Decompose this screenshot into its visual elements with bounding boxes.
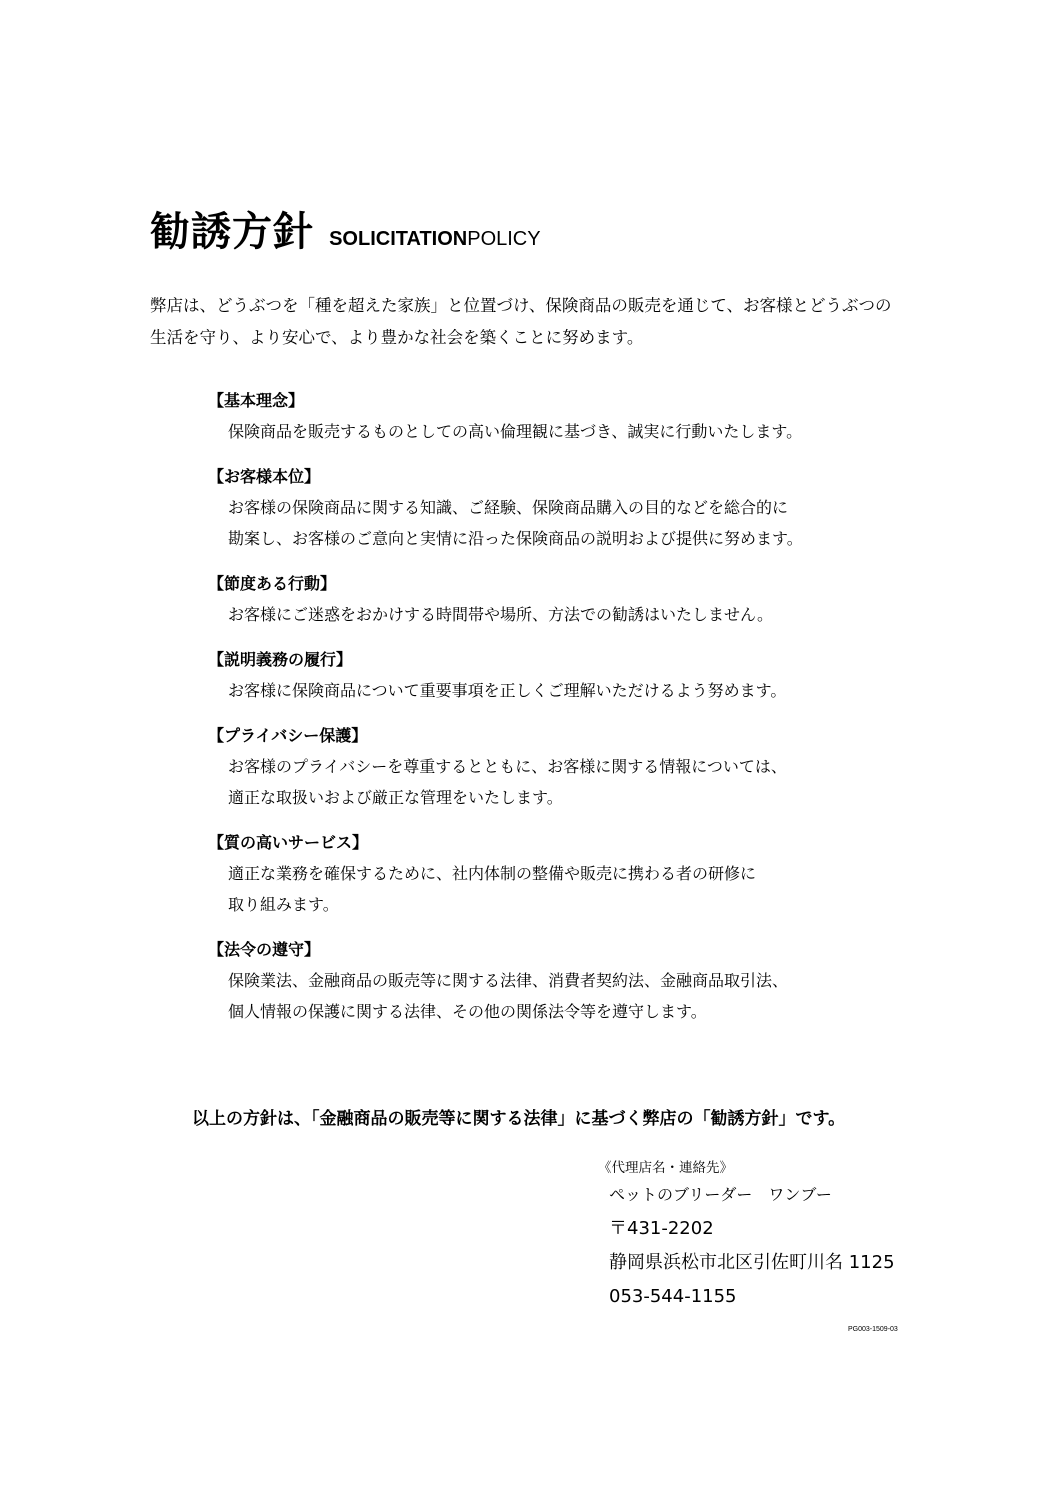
title-english <box>329 228 541 250</box>
section-body <box>208 965 908 1027</box>
section-body <box>208 858 908 920</box>
intro-line: 弊店は、どうぶつを「種を超えた家族」と位置づけ、保険商品の販売を通じて、お客様とどうぶつの <box>150 296 892 315</box>
phone-number: 053-544-1155 <box>609 1286 737 1307</box>
section-line: お客様の保険商品に関する知識、ご経験、保険商品購入の目的などを総合的に <box>228 498 789 517</box>
section-line: 保険商品を販売するものとしての高い倫理観に基づき、誠実に行動いたします。 <box>228 422 803 441</box>
section-moderate-conduct <box>208 569 908 630</box>
section-heading: 【説明義務の履行】 <box>208 650 353 669</box>
page-title <box>150 200 541 257</box>
section-heading: 【節度ある行動】 <box>208 574 337 593</box>
section-line: 勘案し、お客様のご意向と実情に沿った保険商品の説明および提供に努めます。 <box>228 529 803 548</box>
title-english-bold: SOLICITATION <box>329 228 468 250</box>
section-body <box>208 416 908 447</box>
section-body <box>208 492 908 554</box>
section-line: お客様に保険商品について重要事項を正しくご理解いただけるよう努めます。 <box>228 681 787 700</box>
section-heading: 【基本理念】 <box>208 391 305 410</box>
section-customer-first <box>208 462 908 554</box>
section-line: 保険業法、金融商品の販売等に関する法律、消費者契約法、金融商品取引法、 <box>228 971 789 990</box>
address: 静岡県浜松市北区引佐町川名 1125 <box>609 1252 895 1273</box>
closing-statement: 以上の方針は、「金融商品の販売等に関する法律」に基づく弊店の「勧誘方針」です。 <box>192 1109 846 1129</box>
section-line: お客様にご迷惑をおかけする時間帯や場所、方法での勧誘はいたしません。 <box>228 605 773 624</box>
section-body <box>208 675 908 706</box>
policy-sections <box>208 386 908 1042</box>
section-legal-compliance <box>208 935 908 1027</box>
section-body <box>208 599 908 630</box>
intro-line: 生活を守り、より安心で、より豊かな社会を築くことに努めます。 <box>150 328 644 347</box>
section-line: 取り組みます。 <box>228 895 339 914</box>
section-heading: 【お客様本位】 <box>208 467 321 486</box>
title-english-regular: POLICY <box>467 228 541 250</box>
section-explanation-duty <box>208 645 908 706</box>
contact-block <box>598 1158 1018 1314</box>
intro-paragraph <box>150 290 910 354</box>
section-line: 個人情報の保護に関する法律、その他の関係法令等を遵守します。 <box>228 1002 707 1021</box>
agency-name: ペットのブリーダー ワンブー <box>609 1185 832 1204</box>
section-line: 適正な業務を確保するために、社内体制の整備や販売に携わる者の研修に <box>228 864 757 883</box>
title-japanese: 勧誘方針 <box>150 209 314 255</box>
section-privacy <box>208 721 908 813</box>
section-heading: 【質の高いサービス】 <box>208 833 369 852</box>
document-code: PG003-1509-03 <box>848 1326 898 1333</box>
section-body <box>208 751 908 813</box>
section-quality-service <box>208 828 908 920</box>
section-heading: 【法令の遵守】 <box>208 940 321 959</box>
contact-label: 《代理店名・連絡先》 <box>598 1160 733 1176</box>
postal-code: 〒431-2202 <box>609 1218 714 1239</box>
section-line: 適正な取扱いおよび厳正な管理をいたします。 <box>228 788 563 807</box>
section-basic-philosophy <box>208 386 908 447</box>
section-heading: 【プライバシー保護】 <box>208 726 368 745</box>
section-line: お客様のプライバシーを尊重するとともに、お客様に関する情報については、 <box>228 757 787 776</box>
